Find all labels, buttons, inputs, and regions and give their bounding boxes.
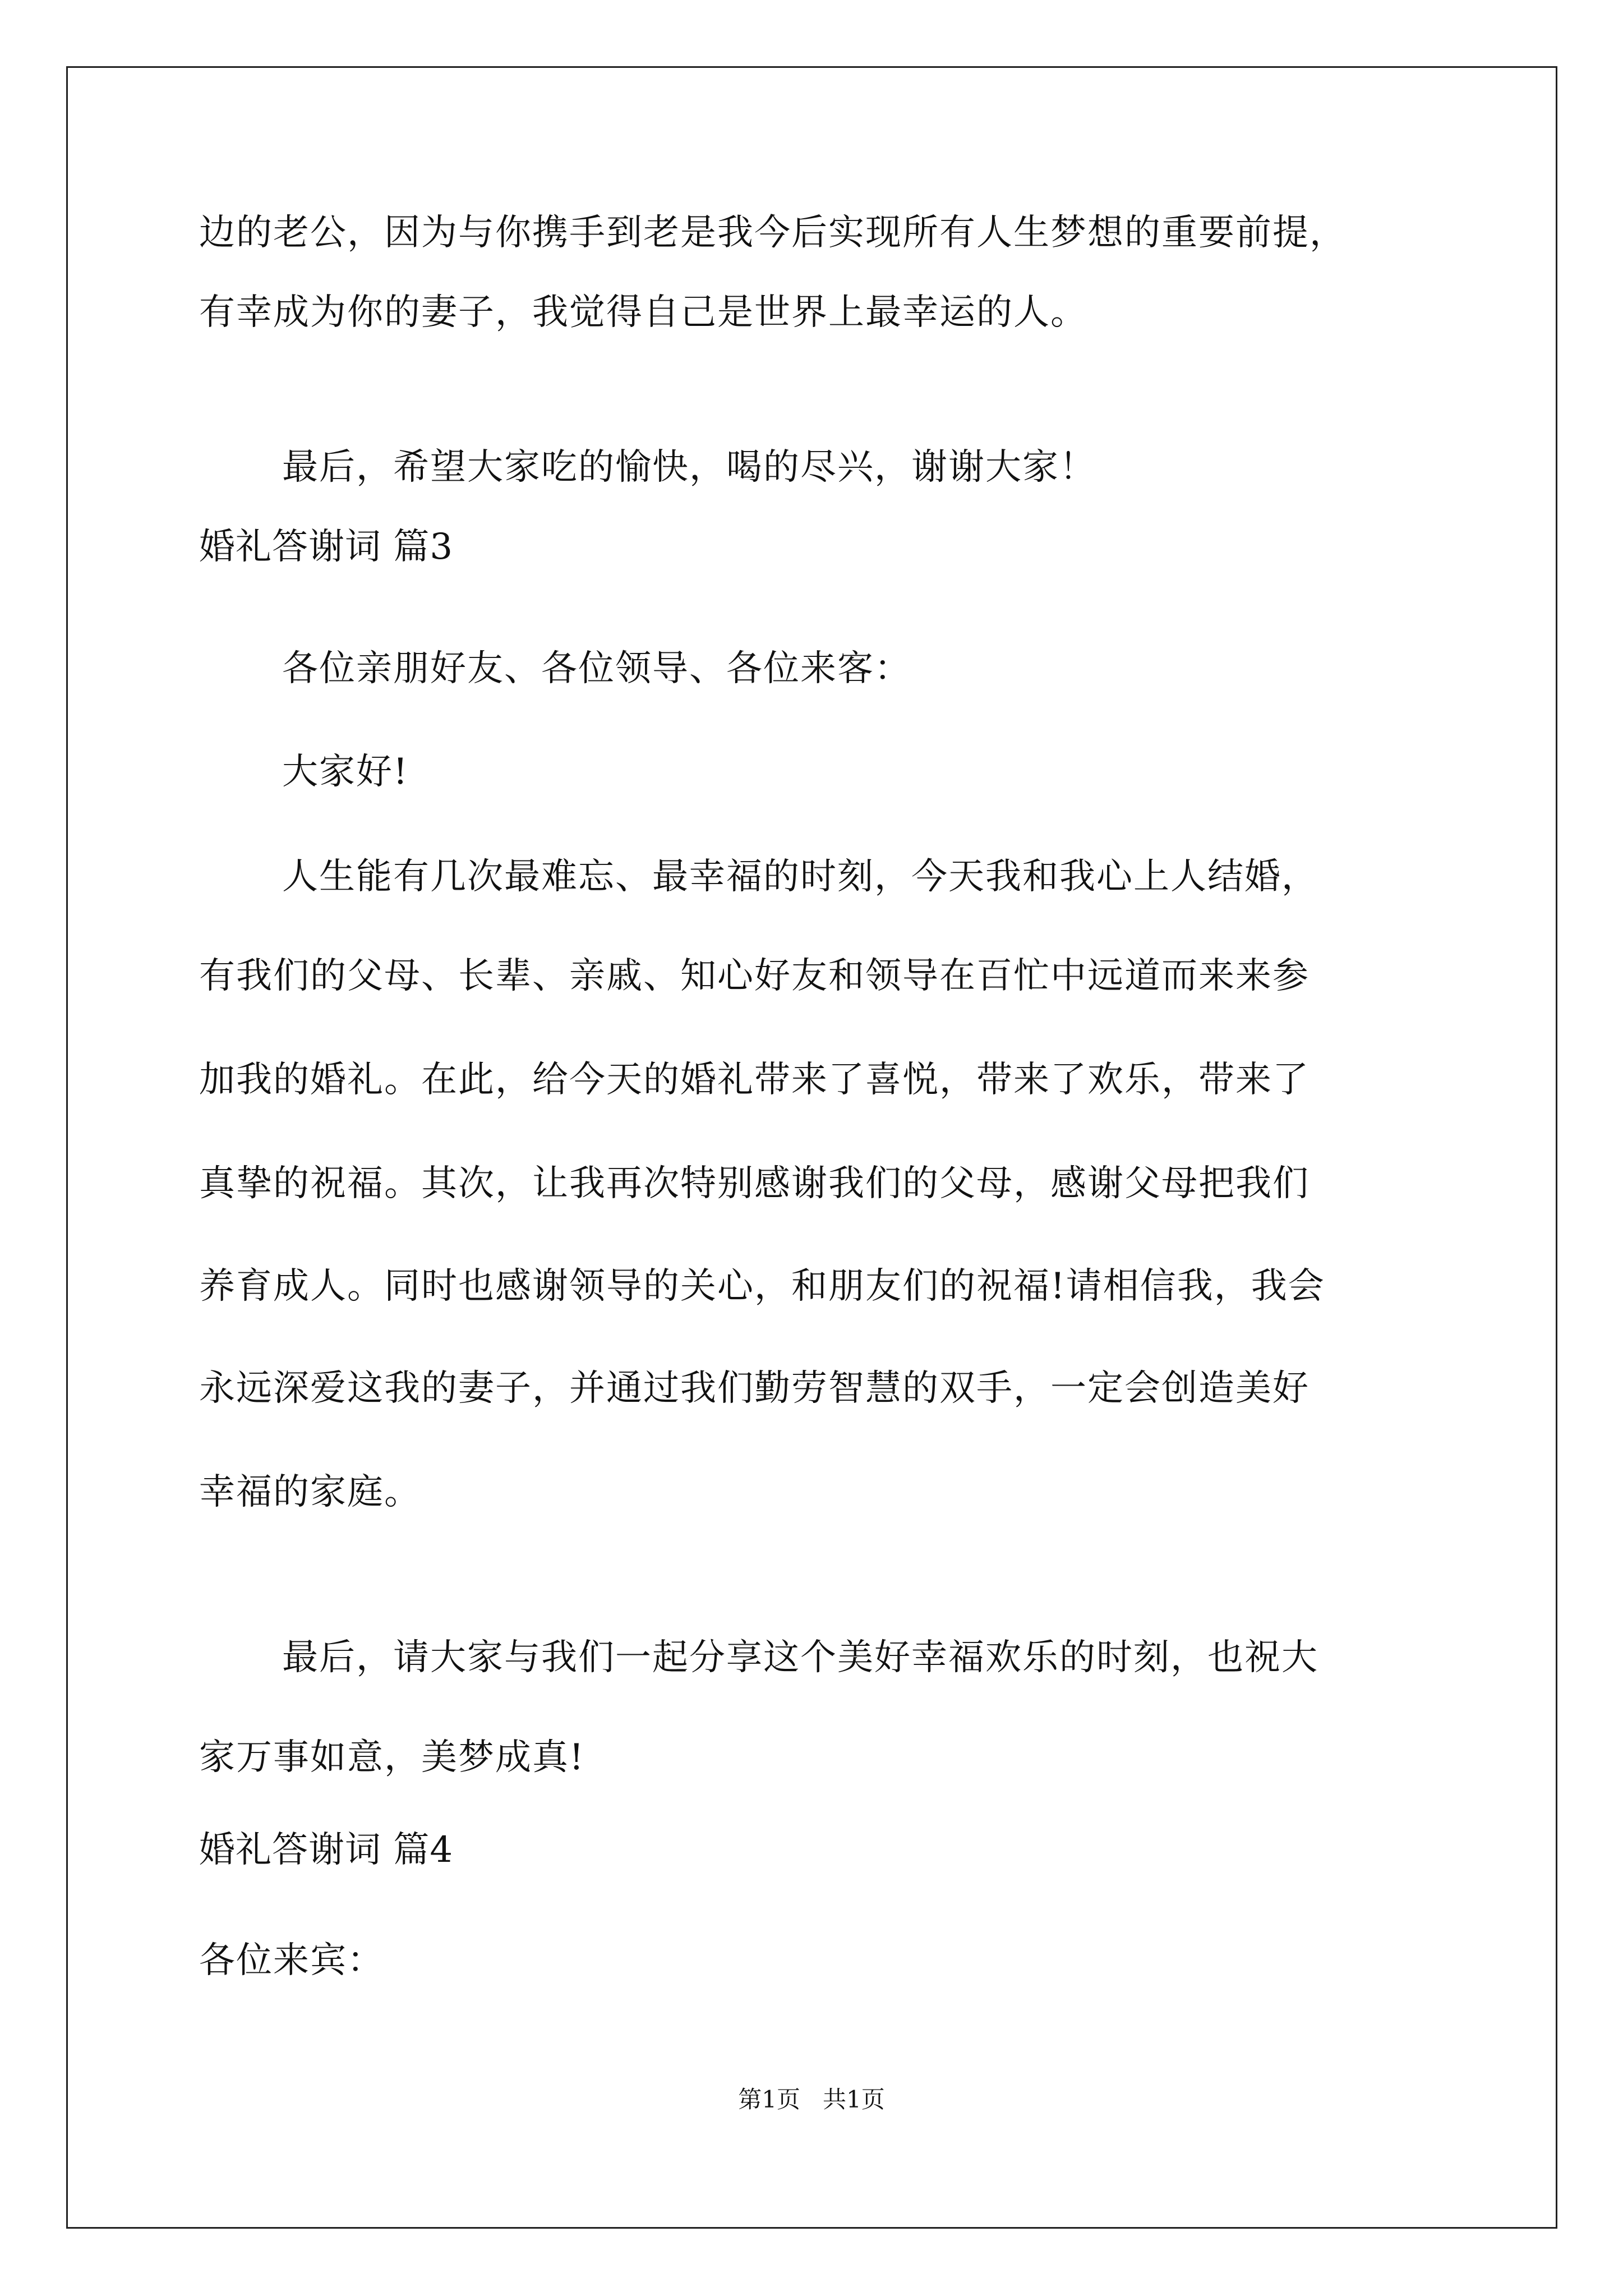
paragraph-line: 养育成人。同时也感谢领导的关心，和朋友们的祝福!请相信我，我会	[199, 1266, 1325, 1307]
paragraph-line: 家万事如意，美梦成真!	[199, 1737, 585, 1778]
section-heading-3: 婚礼答谢词 篇3	[199, 526, 454, 568]
paragraph-line: 真挚的祝福。其次，让我再次特别感谢我们的父母，感谢父母把我们	[199, 1163, 1310, 1204]
paragraph-line: 人生能有几次最难忘、最幸福的时刻，今天我和我心上人结婚，	[282, 856, 1318, 898]
paragraph-line: 有幸成为你的妻子，我觉得自己是世界上最幸运的人。	[199, 292, 1087, 333]
paragraph-line: 各位来宾：	[199, 1940, 384, 1981]
page-number-footer: 第1页 共1页	[738, 2086, 885, 2113]
section-heading-4: 婚礼答谢词 篇4	[199, 1829, 454, 1871]
paragraph-line: 最后，请大家与我们一起分享这个美好幸福欢乐的时刻，也祝大	[282, 1637, 1318, 1678]
paragraph-line: 有我们的父母、长辈、亲戚、知心好友和领导在百忙中远道而来来参	[199, 955, 1310, 997]
paragraph-line: 大家好!	[282, 751, 409, 793]
paragraph-line: 边的老公，因为与你携手到老是我今后实现所有人生梦想的重要前提，	[199, 212, 1347, 254]
page-border	[66, 66, 1557, 2229]
paragraph-line: 永远深爱这我的妻子，并通过我们勤劳智慧的双手，一定会创造美好	[199, 1368, 1310, 1409]
paragraph-line: 加我的婚礼。在此，给今天的婚礼带来了喜悦，带来了欢乐，带来了	[199, 1059, 1310, 1101]
paragraph-line: 幸福的家庭。	[199, 1471, 421, 1513]
paragraph-line: 各位亲朋好友、各位领导、各位来客：	[282, 648, 911, 689]
paragraph-line: 最后，希望大家吃的愉快，喝的尽兴，谢谢大家！	[282, 447, 1096, 488]
